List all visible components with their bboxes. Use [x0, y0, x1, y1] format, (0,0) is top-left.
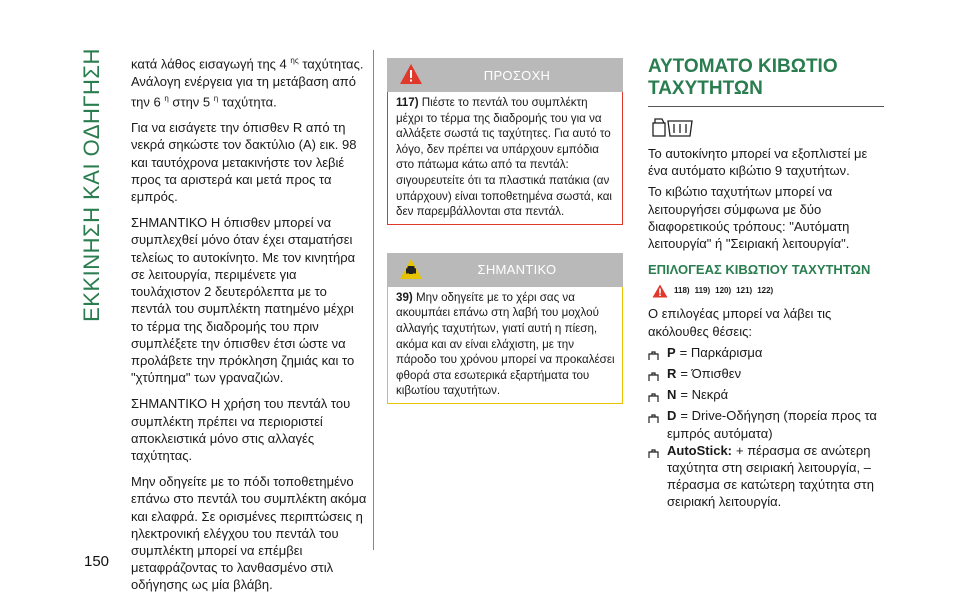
warning-box [387, 58, 623, 225]
position-key-r: R [667, 366, 677, 382]
position-key-d: D [667, 408, 677, 424]
position-text: + πέρασμα σε ανώτερη ταχύτητα στη σειριακή λειτουργία, – πέρασμα σε κατώτερη ταχύτητα στη σειριακή λειτουργία. [667, 442, 874, 510]
gear-lever-icon [648, 390, 659, 407]
column-divider [373, 50, 374, 550]
paragraph-important-reverse: ΣΗΜΑΝΤΙΚΟ Η όπισθεν μπορεί να συμπλεχθεί μόνο όταν έχει σταματήσει τελείως το αυτοκίνητο. Με τον κινητήρα σε λειτουργία, περιμένετε για τουλάχιστον 2 δευτερόλεπτα με το πεντάλ του συμπλέκτη πατημένο μέχρι το τέρμα της διαδρομής του πριν συμπλέξετε την όπισθεν έτσι ώστε να προλάβετε την πρόκληση ζημιάς και το "χτύπημα" των γραναζιών. [131, 215, 356, 386]
list-item [648, 344, 884, 365]
gear-lever-icon [648, 446, 659, 463]
position-key-p: P [667, 344, 676, 360]
paragraph-important-clutch: ΣΗΜΑΝΤΙΚΟ Η χρήση του πεντάλ του συμπλέκτη πρέπει να περιοριστεί αποκλειστικά μόνο στις αλλαγές ταχύτητας. [131, 396, 351, 463]
list-item [648, 442, 884, 511]
text: ταχύτητα. [221, 94, 277, 110]
paragraph-clutch-foot: Μην οδηγείτε με το πόδι τοποθετημένο επάνω στο πεντάλ του συμπλέκτη ακόμα και ελαφρά. Σε ορισμένες περιπτώσεις η ηλεκτρονική ελέγχου του πεντάλ του συμπλέκτη μπορεί να επέμβει μεταφράζοντας το λανθασμένο στιλ οδήγησης ως μία βλάβη. [131, 474, 367, 593]
position-key-autostick: AutoStick: [667, 442, 732, 458]
warning-box-title: ΠΡΟΣΟΧΗ [483, 67, 551, 83]
car-caution-icon [399, 258, 423, 285]
warning-references [652, 282, 884, 299]
section-heading: ΑΥΤΟΜΑΤΟ ΚΙΒΩΤΙΟ ΤΑΧΥΤΗΤΩΝ [648, 56, 884, 107]
text: στην 5 [172, 94, 211, 110]
list-item [648, 365, 884, 386]
paragraph-modes: Το κιβώτιο ταχυτήτων μπορεί να λειτουργήσει σύμφωνα με δύο διαφορετικούς τρόπους: "Αυτόματη λειτουργία" ή "Σειριακή λειτουργία". [648, 184, 850, 252]
paragraph-positions-intro: Ο επιλογέας μπορεί να λάβει τις ακόλουθες θέσεις: [648, 306, 832, 339]
ref-121: 121) [736, 286, 753, 296]
superscript: η [164, 93, 169, 103]
note-box-title: ΣΗΜΑΝΤΙΚΟ [477, 262, 557, 278]
position-text: = Όπισθεν [680, 366, 742, 382]
warning-triangle-icon [399, 63, 423, 90]
position-key-n: N [667, 387, 677, 403]
note-text: Μην οδηγείτε με το χέρι σας να ακουμπάει επάνω στη λαβή του μοχλού αλλαγής ταχυτήτων, γιατί αυτή η πίεση, ακόμα και αν είναι ελάχιστη, με την πάροδο του χρόνου μπορεί να προκαλέσει φθορά στα εσωτερικά εξαρτήματα του κιβωτίου ταχυτήτων. [396, 290, 615, 398]
paragraph-automatic-intro: Το αυτοκίνητο μπορεί να εξοπλιστεί με ένα αυτόματο κιβώτιο 9 ταχυτήτων. [648, 146, 868, 179]
note-box-body [387, 287, 623, 404]
position-text: = Νεκρά [680, 387, 729, 403]
warning-text: Πιέστε το πεντάλ του συμπλέκτη μέχρι το τέρμα της διαδρομής του για να αλλάξετε σωστά τις ταχύτητες. Για αυτό το λόγο, δεν πρέπει να υπάρχουν εμπόδια στο πάτωμα κάτω από τα πεντάλ: σιγουρευτείτε ότι τα πλαστικά πατάκια (αν υπάρχουν) είναι τοποθετημένα σωστά, και δεν παρεμβάλλονται στα πεντάλ. [396, 96, 613, 219]
paragraph-gear-sequence [131, 52, 367, 110]
list-item [648, 386, 884, 407]
note-box-header [387, 253, 623, 287]
warning-triangle-icon [652, 284, 668, 298]
paragraph-reverse-gear: Για να εισάγετε την όπισθεν R από τη νεκρά σηκώστε τον δακτύλιο (A) εικ. 98 και ταυτόχρονα μετακινήστε τον λεβιέ προς τα αριστερά και μετά προς τα εμπρός. [131, 120, 357, 205]
page-number: 150 [84, 553, 110, 570]
gearbox-diagram-icon [652, 117, 884, 141]
gear-position-list [648, 344, 884, 511]
gear-lever-icon [648, 369, 659, 386]
ref-118: 118) [674, 286, 690, 296]
ref-122: 122) [757, 286, 774, 296]
list-item [648, 407, 884, 441]
subsection-heading: ΕΠΙΛΟΓΕΑΣ ΚΙΒΩΤΙΟΥ ΤΑΧΥΤΗΤΩΝ [648, 262, 871, 278]
position-text: = Παρκάρισμα [679, 344, 763, 360]
gear-lever-icon [648, 348, 659, 365]
column-right [648, 56, 884, 513]
text: κατά λάθος εισαγωγή της 4 [131, 56, 287, 72]
chapter-side-title [79, 40, 105, 330]
note-number: 39) [396, 290, 413, 304]
column-left [131, 52, 367, 603]
superscript: η [213, 93, 219, 103]
warning-box-header [387, 58, 623, 92]
ref-119: 119) [694, 286, 711, 296]
warning-box-body [387, 92, 623, 225]
chapter-side-title-text: ΕΚΚΙΝΗΣΗ ΚΑΙ ΟΔΗΓΗΣΗ [79, 48, 104, 322]
gear-lever-icon [648, 411, 659, 428]
ref-120: 120) [715, 286, 732, 296]
text: ταχύτητας. Ανάλογη ενέργεια για τη μετάβαση από την 6 [131, 56, 364, 110]
column-middle [387, 58, 623, 404]
position-text: = Drive-Οδήγηση (πορεία προς τα εμπρός αυτόματα) [667, 408, 877, 441]
warning-number: 117) [396, 96, 419, 109]
note-box [387, 253, 623, 404]
superscript: ης [290, 56, 299, 65]
